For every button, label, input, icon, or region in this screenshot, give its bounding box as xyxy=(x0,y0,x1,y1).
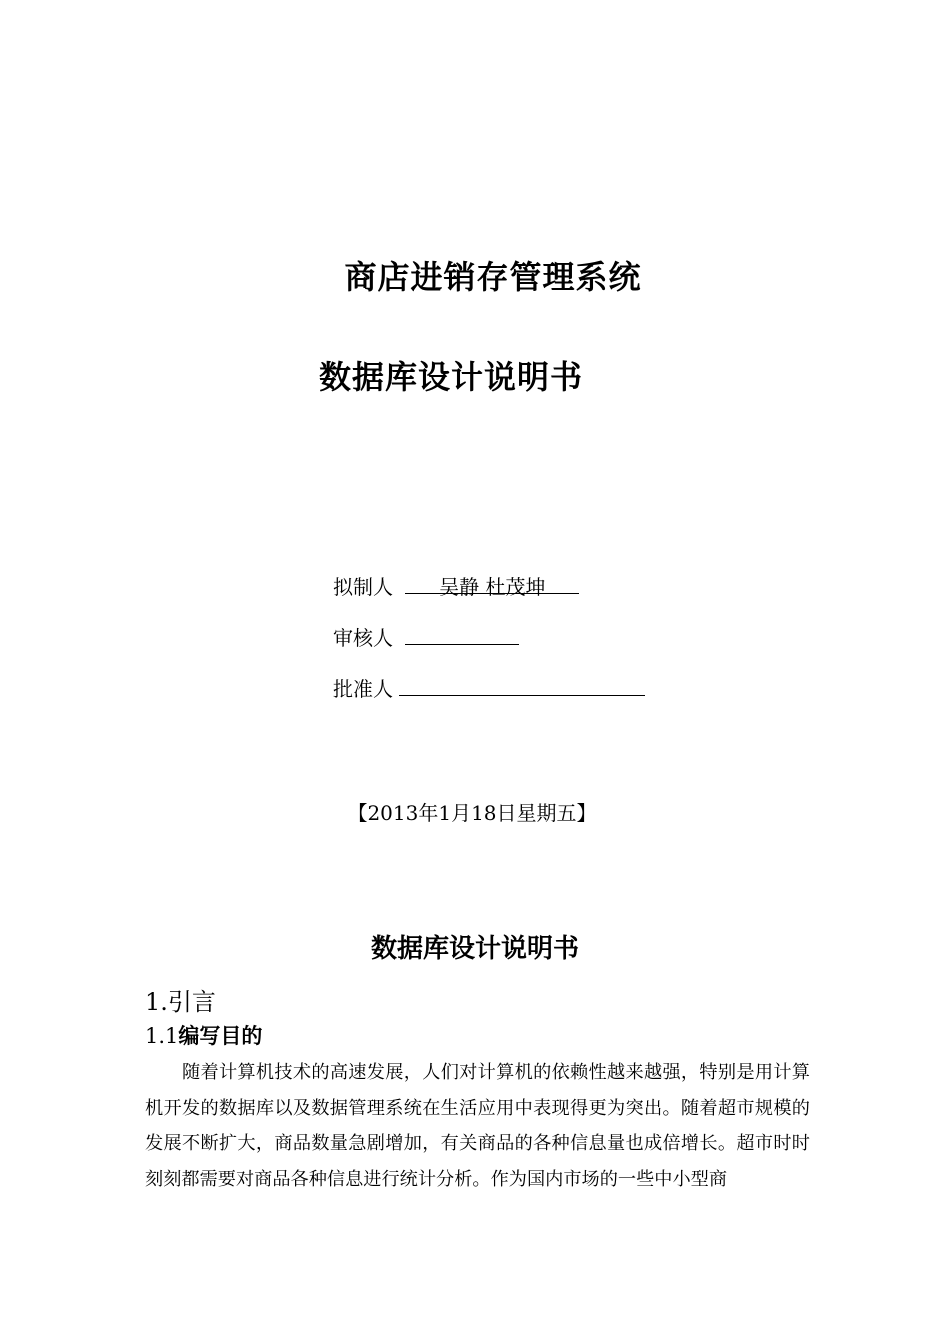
heading-number: 1. xyxy=(145,988,168,1016)
heading-purpose xyxy=(145,1020,262,1050)
section-title: 数据库设计说明书 xyxy=(370,934,579,964)
subheading-number: 1.1 xyxy=(145,1024,179,1048)
reviewer-value xyxy=(405,622,519,645)
drafter-label: 拟制人 xyxy=(333,575,393,599)
document-title: 商店进销存管理系统 xyxy=(344,258,642,296)
approver-value xyxy=(399,673,645,696)
heading-introduction xyxy=(145,982,216,1017)
drafter-value: 吴静 杜茂坤 xyxy=(405,571,579,594)
document-subtitle: 数据库设计说明书 xyxy=(319,358,584,396)
subheading-text: 编写目的 xyxy=(178,1024,263,1048)
reviewer-label: 审核人 xyxy=(333,626,393,650)
document-date: 【2013年1月18日星期五】 xyxy=(347,801,597,825)
body-paragraph: 随着计算机技术的高速发展，人们对计算机的依赖性越来越强，特别是用计算机开发的数据库以及数据管理系统在生活应用中表现得更为突出。随着超市规模的发展不断扩大，商品数量急剧增加，有关商品的各种信息量也成倍增长。超市时时刻刻都需要对商品各种信息进行统计分析。作为国内市场的一些中小型商 xyxy=(145,1062,810,1190)
signature-row-drafter xyxy=(333,571,579,600)
approver-label: 批准人 xyxy=(333,677,393,701)
heading-text: 引言 xyxy=(167,988,216,1016)
signature-row-approver xyxy=(333,673,645,702)
signature-row-reviewer xyxy=(333,622,519,651)
